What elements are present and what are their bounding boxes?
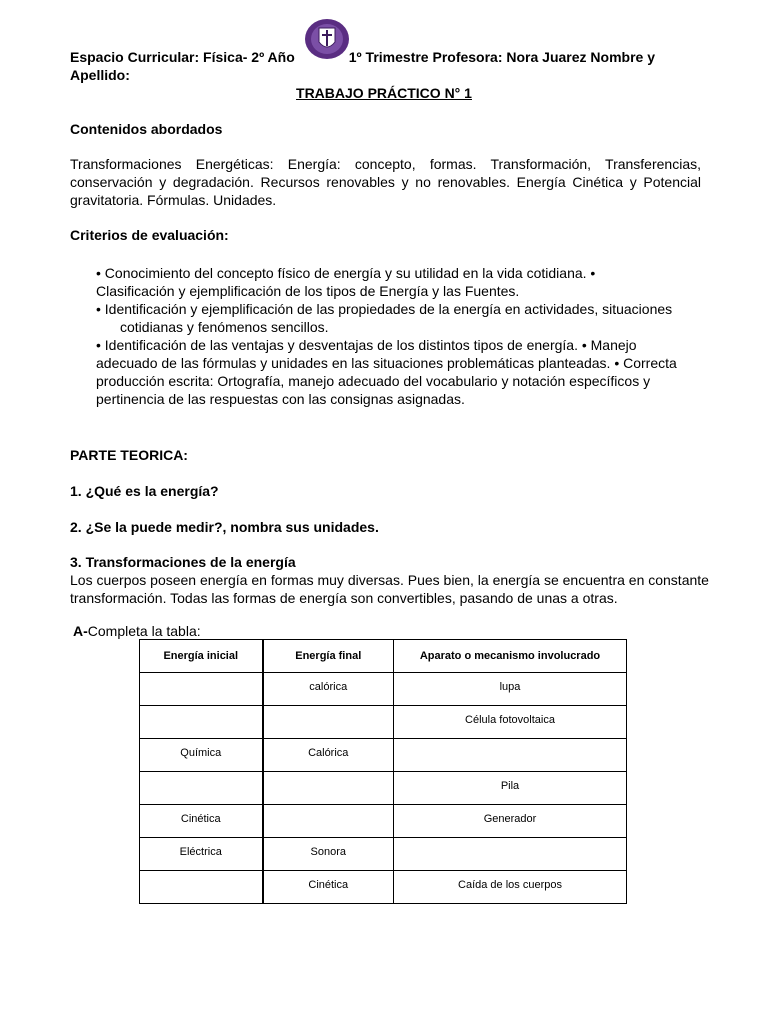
- table-row: [140, 739, 627, 772]
- question-3-body: Los cuerpos poseen energía en formas muy diversas. Pues bien, la energía se encuentra en constante transformación. Todas las formas de energía son convertibles, pasando de unas a otras.: [70, 572, 709, 606]
- table-row: [140, 706, 627, 739]
- table-cell[interactable]: Sonora: [263, 838, 394, 871]
- table-cell[interactable]: Generador: [394, 805, 627, 838]
- table-header-cell: Energía inicial: [140, 640, 263, 673]
- table-cell[interactable]: [263, 772, 394, 805]
- task-a-label: A-: [73, 623, 88, 639]
- question-1: 1. ¿Qué es la energía?: [70, 483, 219, 499]
- table-cell[interactable]: Cinética: [140, 805, 263, 838]
- criteria-line: producción escrita: Ortografía, manejo adecuado del vocabulario y notación específicos y: [96, 373, 651, 389]
- criteria-line: cotidianas y fenómenos sencillos.: [120, 319, 329, 335]
- contents-body: Transformaciones Energéticas: Energía: concepto, formas. Transformación, Transferencias, conservación y degradación. Recursos renovables y no renovables. Energía Cinética y Potencial gravitatoria. Fórmulas. Unidades.: [70, 156, 701, 208]
- criteria-line: Clasificación y ejemplificación de los tipos de Energía y las Fuentes.: [96, 283, 520, 299]
- table-cell[interactable]: Caída de los cuerpos: [394, 871, 627, 904]
- header-trimester-teacher: 1º Trimestre Profesora: Nora Juarez Nombre y: [348, 49, 655, 65]
- table-row: [140, 673, 627, 706]
- table-cell[interactable]: [140, 673, 263, 706]
- table-cell[interactable]: Cinética: [263, 871, 394, 904]
- contents-heading: Contenidos abordados: [70, 121, 223, 137]
- table-header-cell: Aparato o mecanismo involucrado: [394, 640, 627, 673]
- header-name-line: Apellido:: [70, 67, 130, 83]
- school-crest-logo: [304, 18, 350, 60]
- table-row: [140, 838, 627, 871]
- table-cell[interactable]: lupa: [394, 673, 627, 706]
- table-cell[interactable]: [263, 805, 394, 838]
- table-cell[interactable]: [394, 838, 627, 871]
- table-cell[interactable]: Eléctrica: [140, 838, 263, 871]
- table-header-row: [140, 640, 627, 673]
- table-cell[interactable]: [140, 706, 263, 739]
- criteria-line: adecuado de las fórmulas y unidades en las situaciones problemáticas planteadas. • Correcta: [96, 355, 677, 371]
- table-cell[interactable]: [263, 706, 394, 739]
- table-cell[interactable]: Calórica: [263, 739, 394, 772]
- page-title: TRABAJO PRÁCTICO N° 1: [296, 85, 472, 101]
- criteria-list: [96, 264, 701, 408]
- table-cell[interactable]: [140, 871, 263, 904]
- criteria-line: • Identificación de las ventajas y desventajas de los distintos tipos de energía. • Manejo: [96, 337, 637, 353]
- table-row: [140, 871, 627, 904]
- table-cell[interactable]: [140, 772, 263, 805]
- criteria-heading: Criterios de evaluación:: [70, 227, 229, 243]
- table-cell[interactable]: Célula fotovoltaica: [394, 706, 627, 739]
- task-a-text: Completa la tabla:: [87, 623, 201, 639]
- criteria-line: • Conocimiento del concepto físico de energía y su utilidad en la vida cotidiana. •: [96, 265, 596, 281]
- question-2: 2. ¿Se la puede medir?, nombra sus unidades.: [70, 519, 379, 535]
- table-header-cell: Energía final: [263, 640, 394, 673]
- header-subject: Espacio Curricular: Física- 2º Año: [70, 49, 295, 65]
- criteria-line: pertinencia de las respuestas con las consignas asignadas.: [96, 391, 465, 407]
- header-course-info: [70, 48, 710, 66]
- table-cell[interactable]: [394, 739, 627, 772]
- table-row: [140, 805, 627, 838]
- table-row: [140, 772, 627, 805]
- task-a-instruction: [73, 622, 201, 640]
- table-cell[interactable]: Pila: [394, 772, 627, 805]
- table-cell[interactable]: Química: [140, 739, 263, 772]
- theory-heading: PARTE TEORICA:: [70, 447, 188, 463]
- criteria-line: • Identificación y ejemplificación de las propiedades de la energía en actividades, situaciones: [96, 301, 673, 317]
- energy-transformation-table: [139, 639, 627, 904]
- question-3-heading: 3. Transformaciones de la energía: [70, 554, 296, 570]
- table-cell[interactable]: calórica: [263, 673, 394, 706]
